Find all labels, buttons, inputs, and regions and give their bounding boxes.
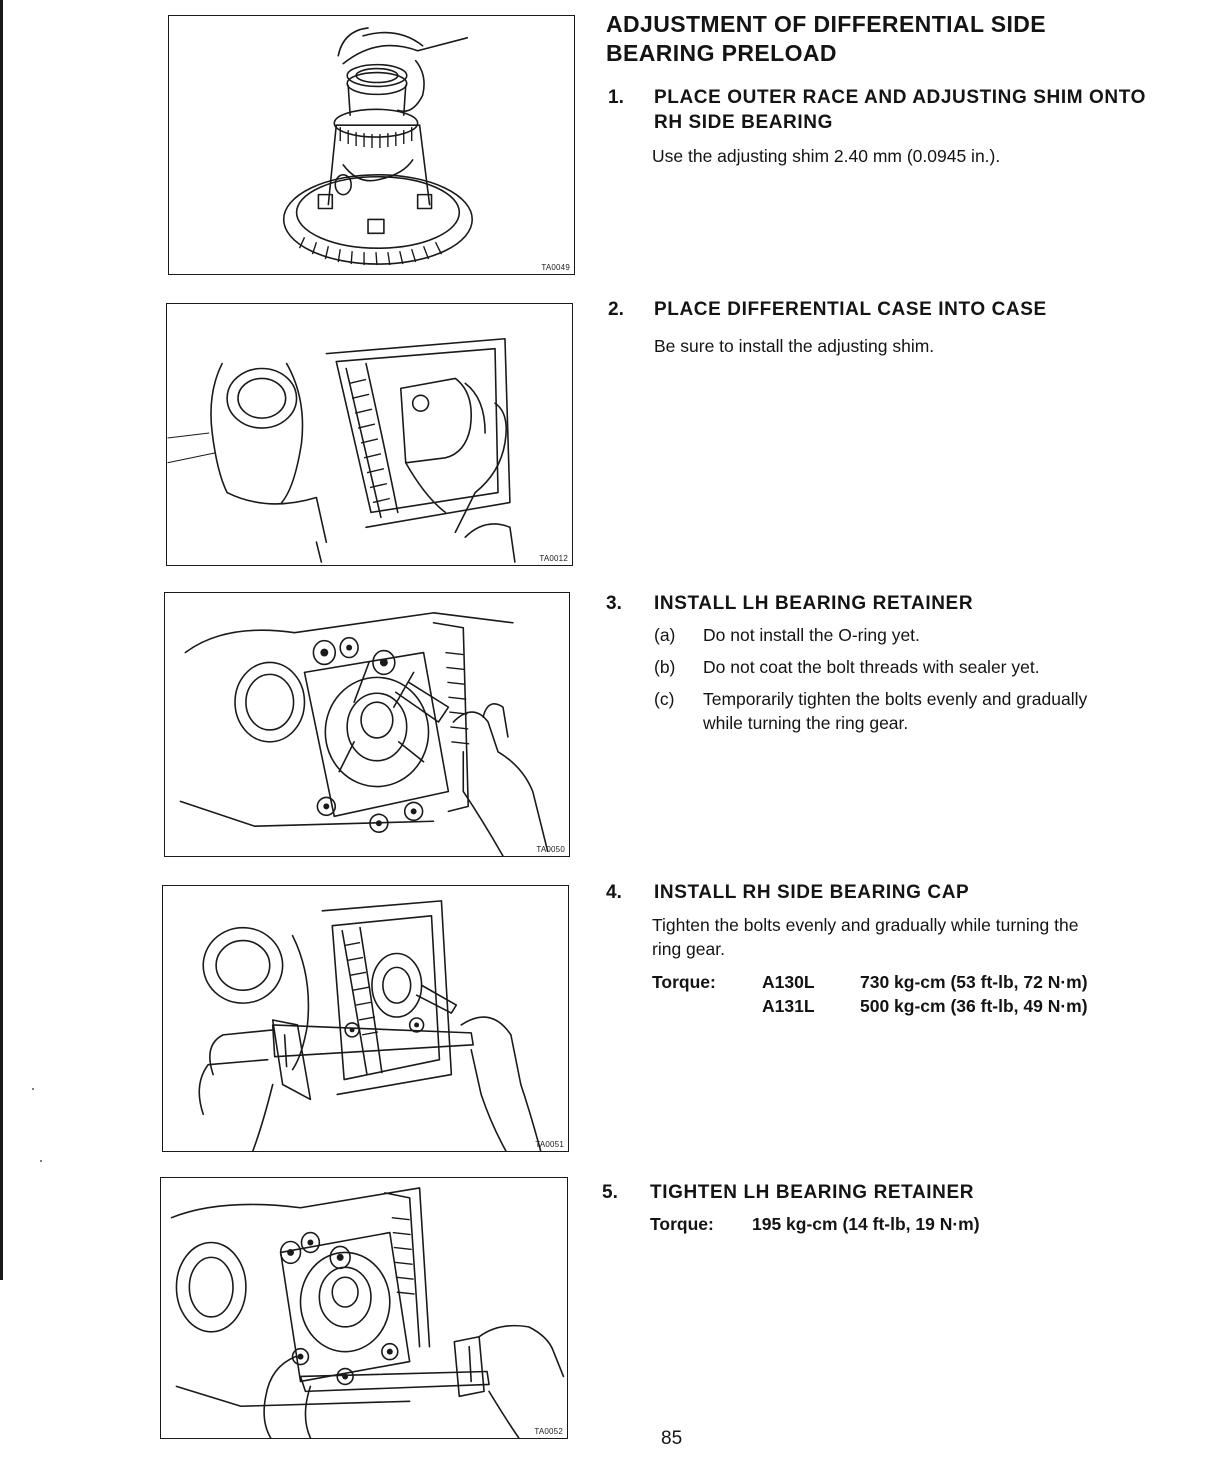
step-5-torque-value: 195 kg-cm (14 ft-lb, 19 N·m): [752, 1214, 980, 1234]
step-3-title: INSTALL LH BEARING RETAINER: [654, 593, 974, 614]
section-title: [606, 10, 1046, 68]
illustration-rh-bearing-cap: [163, 886, 568, 1151]
page-number: 85: [661, 1428, 683, 1449]
step-4-torque-model-a130l: A130L: [762, 972, 815, 992]
step-4-torque-value-a130l: 730 kg-cm (53 ft-lb, 72 N·m): [860, 972, 1088, 992]
figure-ta0012: [166, 303, 573, 566]
step-2-title: PLACE DIFFERENTIAL CASE INTO CASE: [654, 299, 1047, 320]
illustration-outer-race-shim: [169, 16, 574, 274]
page-edge-rule: [0, 0, 3, 1280]
step-3a-text: Do not install the O-ring yet.: [703, 625, 920, 645]
figure-code: TA0051: [535, 1140, 564, 1149]
figure-code: TA0012: [539, 554, 568, 563]
figure-ta0050: [164, 592, 570, 857]
figure-ta0052: [160, 1177, 568, 1439]
section-title-line1: ADJUSTMENT OF DIFFERENTIAL SIDE: [606, 11, 1047, 37]
step-3a-letter: (a): [654, 625, 676, 645]
illustration-lh-bearing-retainer: [165, 593, 569, 856]
step-1-text: Use the adjusting shim 2.40 mm (0.0945 in.).: [652, 146, 1001, 166]
step-3b-text: Do not coat the bolt threads with sealer yet.: [703, 657, 1040, 677]
step-4-number: 4.: [606, 882, 622, 903]
step-1-title-line1: PLACE OUTER RACE AND ADJUSTING SHIM ONTO: [654, 87, 1146, 108]
step-3-number: 3.: [606, 593, 622, 614]
step-1-title: [654, 85, 1213, 135]
step-5-title: TIGHTEN LH BEARING RETAINER: [650, 1182, 975, 1203]
step-3c-text-line2: while turning the ring gear.: [703, 713, 909, 733]
figure-ta0051: [162, 885, 569, 1152]
step-4-torque-model-a131l: A131L: [762, 996, 815, 1016]
step-4-text-line1: Tighten the bolts evenly and gradually while turning the: [652, 915, 1079, 935]
step-4-torque-value-a131l: 500 kg-cm (36 ft-lb, 49 N·m): [860, 996, 1088, 1016]
figure-code: TA0052: [534, 1427, 563, 1436]
scan-speck: [32, 1088, 34, 1090]
illustration-tighten-retainer: [161, 1178, 567, 1438]
step-2-text: Be sure to install the adjusting shim.: [654, 336, 935, 356]
scan-speck: [40, 1160, 42, 1162]
figure-code: TA0050: [536, 845, 565, 854]
illustration-differential-case: [167, 304, 572, 565]
figure-ta0049: [168, 15, 575, 275]
step-2-number: 2.: [608, 299, 624, 320]
step-3c-text-line1: Temporarily tighten the bolts evenly and gradually: [703, 689, 1088, 709]
step-4-text-line2: ring gear.: [652, 939, 725, 959]
step-4-torque-label: Torque:: [652, 972, 716, 992]
step-3b-letter: (b): [654, 657, 676, 677]
step-3c-text: [703, 687, 1209, 735]
step-5-torque-label: Torque:: [650, 1214, 714, 1234]
figure-code: TA0049: [541, 263, 570, 272]
step-1-title-line2: RH SIDE BEARING: [654, 112, 833, 133]
step-3c-letter: (c): [654, 689, 675, 709]
bolt-heads: [345, 1018, 423, 1037]
step-4-title: INSTALL RH SIDE BEARING CAP: [654, 882, 970, 903]
step-5-number: 5.: [602, 1182, 618, 1203]
section-title-line2: BEARING PRELOAD: [606, 40, 837, 66]
step-1-number: 1.: [608, 87, 624, 108]
step-4-text: [652, 913, 1208, 961]
